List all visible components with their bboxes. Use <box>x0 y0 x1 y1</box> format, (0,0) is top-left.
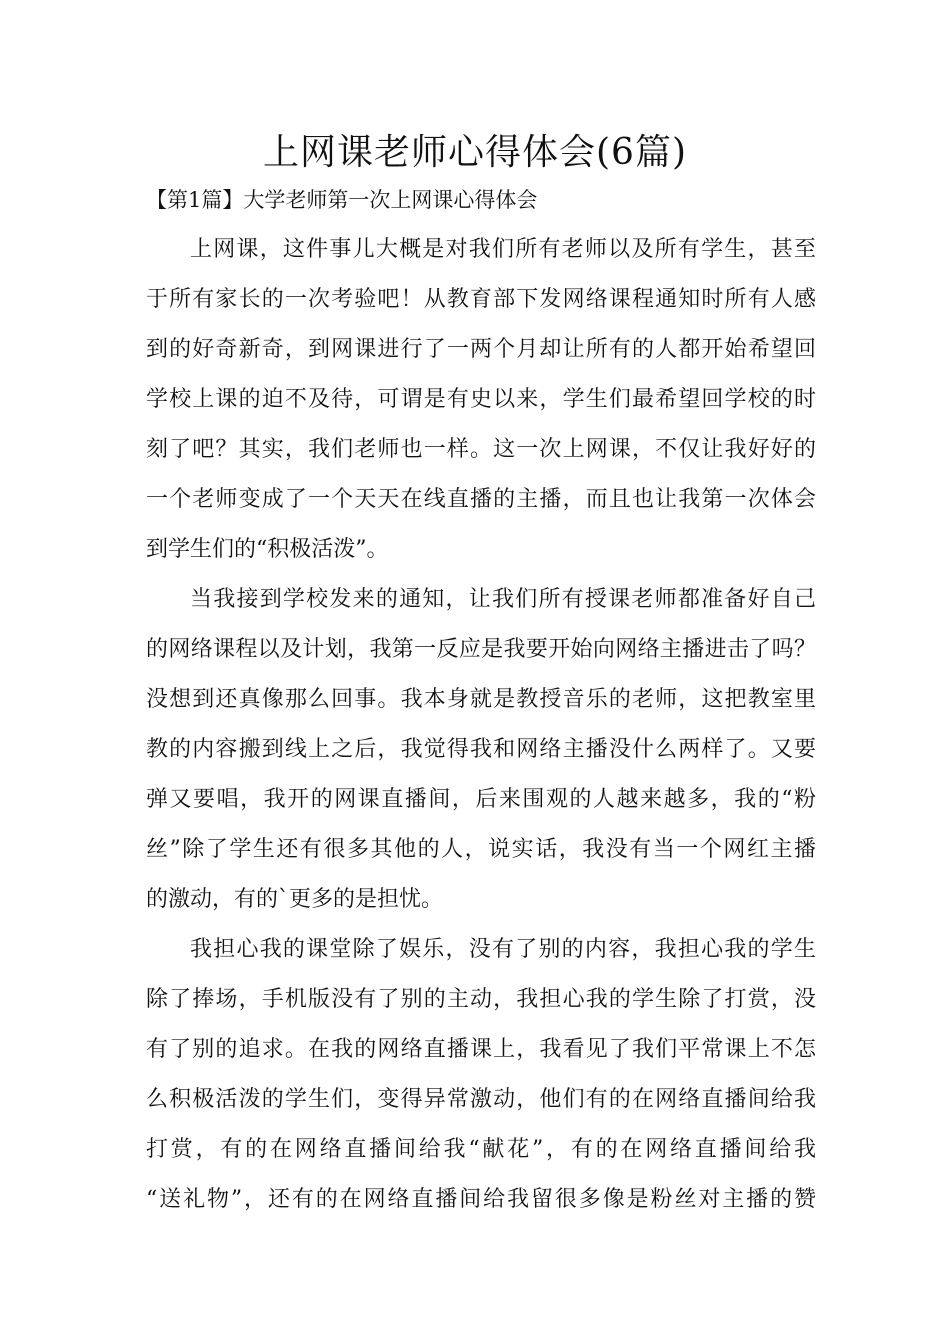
paragraph-1-line-7: 到学生们的“积极活泼”。 <box>146 537 389 562</box>
paragraph-2-line-6: 丝”除了学生还有很多其他的人，说实话，我没有当一个网红主播 <box>146 837 816 862</box>
paragraph-3-line-5: 打赏，有的在网络直播间给我“献花”，有的在网络直播间给我 <box>146 1137 816 1162</box>
section-heading: 【第1篇】大学老师第一次上网课心得体会 <box>146 188 538 212</box>
paragraph-2-line-3: 没想到还真像那么回事。我本身就是教授音乐的老师，这把教室里 <box>146 687 816 712</box>
paragraph-1-line-1: 上网课，这件事儿大概是对我们所有老师以及所有学生，甚至 <box>190 237 816 262</box>
paragraph-1-line-5: 刻了吧？其实，我们老师也一样。这一次上网课，不仅让我好好的 <box>146 437 816 462</box>
paragraph-3-line-2: 除了捧场，手机版没有了别的主动，我担心我的学生除了打赏，没 <box>146 987 816 1012</box>
paragraph-2-line-2: 的网络课程以及计划，我第一反应是我要开始向网络主播进击了吗？ <box>146 637 816 662</box>
paragraph-2-line-7: 的激动，有的`更多的是担忧。 <box>146 887 444 912</box>
paragraph-2-line-5: 弹又要唱，我开的网课直播间，后来围观的人越来越多，我的“粉 <box>146 787 816 812</box>
paragraph-3-line-1: 我担心我的课堂除了娱乐，没有了别的内容，我担心我的学生 <box>190 937 816 962</box>
paragraph-3-line-3: 有了别的追求。在我的网络直播课上，我看见了我们平常课上不怎 <box>146 1037 816 1062</box>
paragraph-1-line-6: 一个老师变成了一个天天在线直播的主播，而且也让我第一次体会 <box>146 487 816 512</box>
paragraph-3-line-4: 么积极活泼的学生们，变得异常激动，他们有的在网络直播间给我 <box>146 1087 816 1112</box>
document-title: 上网课老师心得体会(6篇) <box>263 132 687 173</box>
paragraph-1-line-2: 于所有家长的一次考验吧！从教育部下发网络课程通知时所有人感 <box>146 287 816 312</box>
paragraph-1-line-4: 学校上课的迫不及待，可谓是有史以来，学生们最希望回学校的时 <box>146 387 816 412</box>
paragraph-2-line-4: 教的内容搬到线上之后，我觉得我和网络主播没什么两样了。又要 <box>146 737 816 762</box>
paragraph-2-line-1: 当我接到学校发来的通知，让我们所有授课老师都准备好自己 <box>190 587 816 612</box>
paragraph-1-line-3: 到的好奇新奇，到网课进行了一两个月却让所有的人都开始希望回 <box>146 337 816 362</box>
paragraph-3-line-6: “送礼物”，还有的在网络直播间给我留很多像是粉丝对主播的赞 <box>146 1187 816 1212</box>
